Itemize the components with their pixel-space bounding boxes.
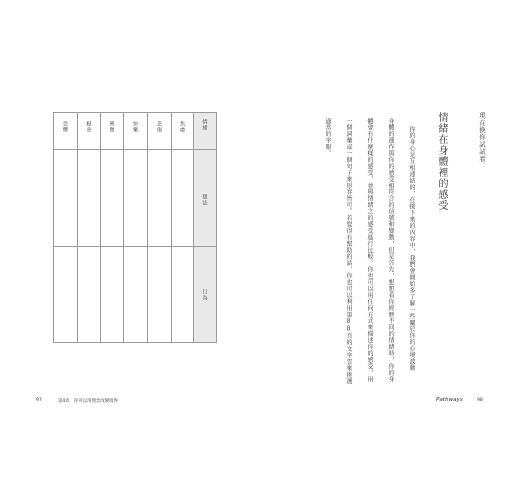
emotion-label: 厭惡 [85,121,92,133]
worksheet-column-excited [100,113,123,342]
intro-line: 現在換你試試看： [478,112,486,170]
worksheet-column-fear [54,113,77,342]
worksheet-header-column [193,113,216,342]
header-behavior: 行為 [201,289,208,301]
chapter-title: 你可以用理念改變境界 [74,399,118,404]
emotion-label: 恐懼 [62,121,68,133]
right-page-number: 98 [477,398,483,403]
body-paragraph-line: 體會有什麼樣的感受，並與情緒之的感受進行比較。你也可以用任何方式來描述你的感受，用 [366,118,373,383]
emotion-label: 興奮 [108,121,115,133]
body-paragraph-line: 一個詞彙或一個句子來形容皆可。若覺得有幫助的話，你也可以利用第88頁的文字雲來挑選 [345,118,352,385]
header-emotion: 情緒 [201,119,208,131]
row-divider [54,246,216,247]
section-title: 情緒在身體裡的感受 [436,112,447,211]
worksheet-column-disgust [77,113,100,342]
left-page-number: 97 [36,398,42,403]
emotion-label: 快樂 [132,121,138,133]
header-thoughts: 想法 [201,194,208,206]
body-paragraph-line: 你的身心是互相連結的，在接下來的內容中，我們會開始多了解一些關於你的心境波動 [408,126,415,372]
body-paragraph-line: 適當的字眼。 [324,118,331,157]
worksheet-column-anxious [171,113,193,342]
emotion-worksheet-table [53,112,217,343]
emotion-label: 焦慮 [179,121,185,133]
worksheet-column-happy [123,113,147,342]
row-divider [54,149,216,150]
brand-label: Pathways [436,397,463,403]
chapter-label: 第4章 [58,399,70,404]
body-paragraph-line: 身體的運作與你的感受相符合的信號和變動，但是首先，想想看你經歷不同的情緒時，你的身 [387,118,394,383]
worksheet-column-sad [147,113,171,342]
emotion-label: 悲傷 [156,121,162,133]
